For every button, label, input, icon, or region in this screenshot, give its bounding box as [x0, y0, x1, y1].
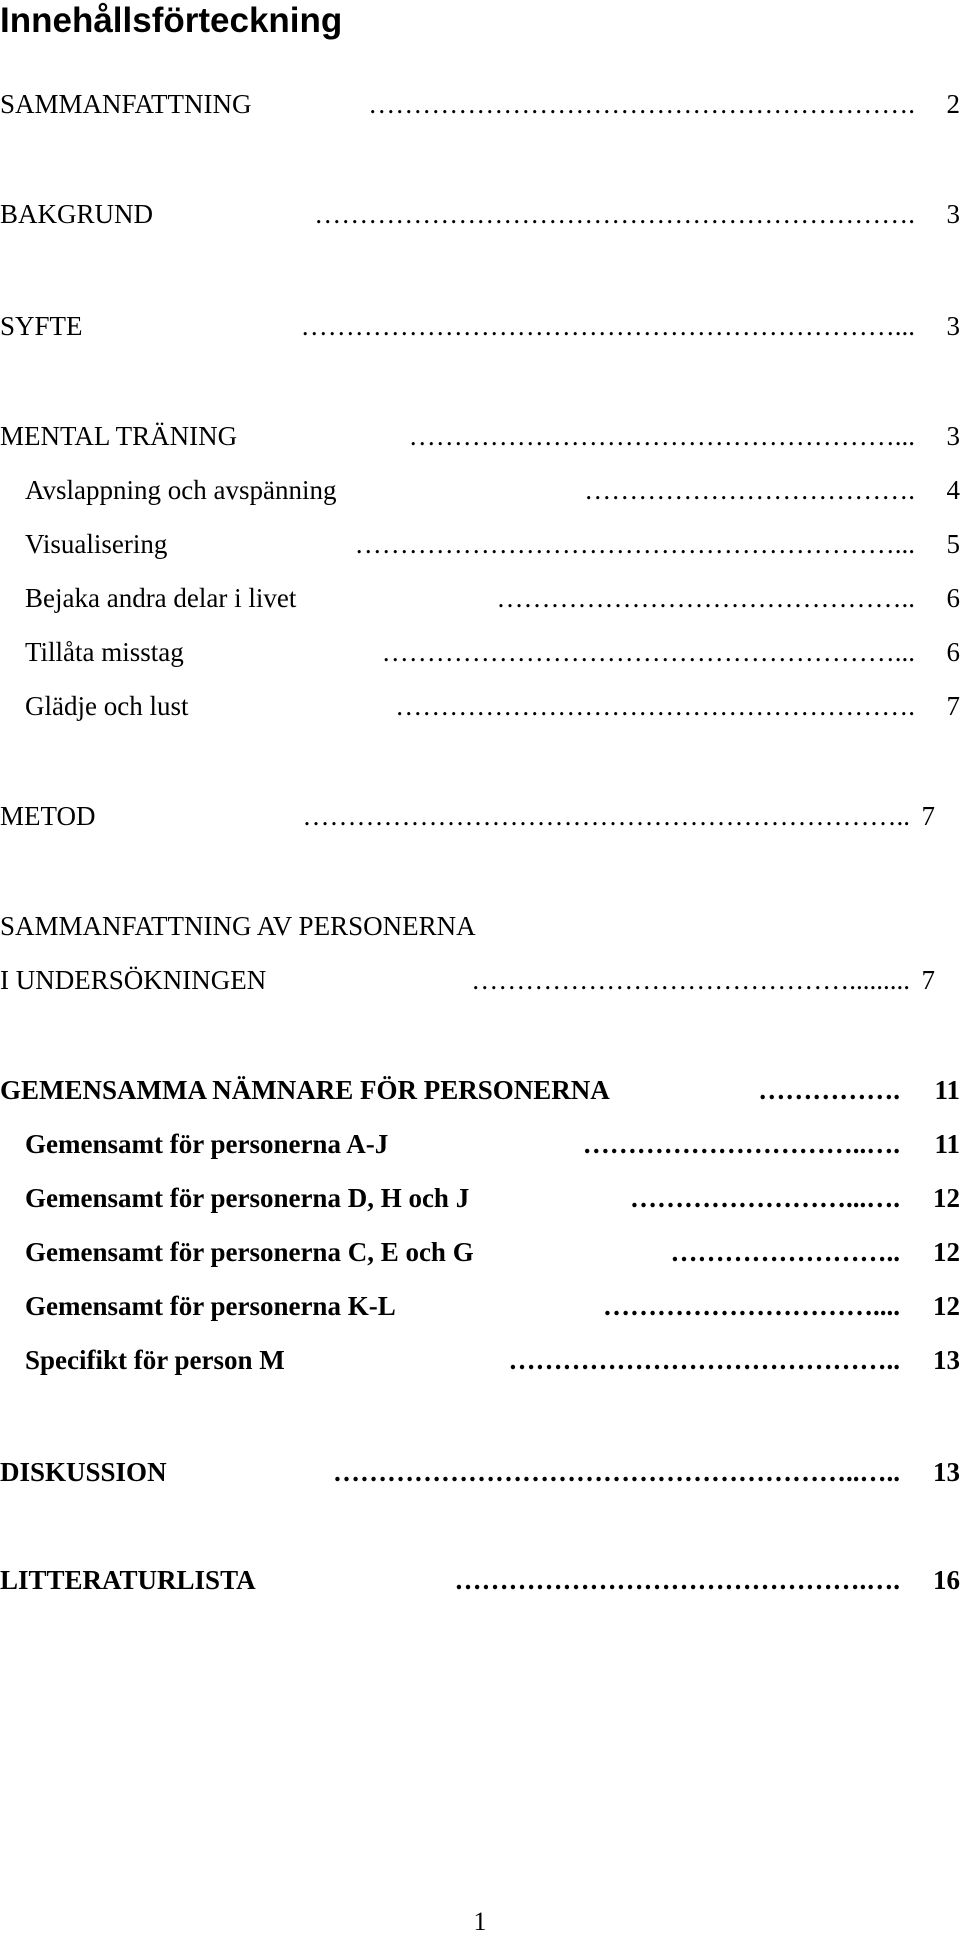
toc-entry-leader: …………………………………….........	[471, 965, 910, 995]
toc-entry-label: SAMMANFATTNING	[0, 89, 252, 119]
toc-entry-label: Gemensamt för personerna C, E och G	[25, 1237, 474, 1267]
toc-entry-leader: ……………………………………….….	[454, 1565, 900, 1595]
toc-entry-page: 13	[933, 1457, 960, 1487]
toc-entry-label: Gemensamt för personerna K-L	[25, 1291, 396, 1321]
toc-entry-label: GEMENSAMMA NÄMNARE FÖR PERSONERNA	[0, 1075, 610, 1105]
toc-entry-label: I UNDERSÖKNINGEN	[0, 965, 267, 995]
toc-entry-leader: ………………………………………………….	[395, 691, 915, 721]
toc-entry-label: Tillåta misstag	[25, 637, 184, 667]
toc-entry-page: 7	[921, 965, 935, 995]
toc-entry-leader: …………….	[758, 1075, 900, 1105]
toc-entry-page: 16	[933, 1565, 960, 1595]
toc-entry-leader: ……………………………………………………...	[354, 529, 915, 559]
toc-entry-label: Avslappning och avspänning	[25, 475, 337, 505]
toc-entry-page: 3	[946, 421, 960, 451]
toc-entry-label: BAKGRUND	[0, 199, 154, 229]
toc-entry-page: 7	[946, 691, 960, 721]
toc-entry-label: Gemensamt för personerna D, H och J	[25, 1183, 470, 1213]
toc-entry-leader: …………………………………………………………...	[300, 311, 915, 341]
toc-entry-page: 3	[946, 311, 960, 341]
toc-entry-leader: ……………………………………..	[508, 1345, 900, 1375]
toc-entry-leader: ……………………………….	[584, 475, 915, 505]
toc-entry-page: 5	[946, 529, 960, 559]
toc-entry-page: 6	[946, 637, 960, 667]
toc-entry-page: 13	[933, 1345, 960, 1375]
toc-entry-label: METOD	[0, 801, 96, 831]
toc-entry-label: Visualisering	[25, 529, 168, 559]
toc-entry-label: Gemensamt för personerna A-J	[25, 1129, 389, 1159]
toc-entry-label: MENTAL TRÄNING	[0, 421, 238, 451]
toc-entry-page: 4	[946, 475, 960, 505]
toc-entry-leader: ……………………..	[670, 1237, 900, 1267]
toc-entry-page: 12	[933, 1291, 960, 1321]
toc-entry-leader: ………………………………………………...	[408, 421, 915, 451]
toc-entry-page: 7	[921, 801, 935, 831]
toc-entry-leader: …………………………………………………...	[381, 637, 915, 667]
page-number: 1	[473, 1907, 487, 1936]
toc-entry-label: Bejaka andra delar i livet	[25, 583, 297, 613]
toc-entry-label: Specifikt för person M	[25, 1345, 285, 1375]
toc-entry-page: 3	[946, 199, 960, 229]
toc-entry-leader: …………………………..….	[582, 1129, 900, 1159]
toc-entry-leader: ………………………………………..	[496, 583, 915, 613]
toc-entry-leader: …………………………………………………….	[368, 89, 915, 119]
toc-entry-leader: …………………………………………………………..	[302, 801, 910, 831]
toc-entry-label: SAMMANFATTNING AV PERSONERNA	[0, 911, 476, 941]
toc-entry-page: 6	[946, 583, 960, 613]
toc-entry-page: 12	[933, 1237, 960, 1267]
toc-entry-label: LITTERATURLISTA	[0, 1565, 256, 1595]
toc-entry-label: SYFTE	[0, 311, 83, 341]
toc-entry-page: 11	[934, 1075, 960, 1105]
toc-entry-leader: ………………………………………………………….	[314, 199, 915, 229]
toc-entry-page: 2	[946, 89, 960, 119]
toc-entry-leader: …………………………....	[603, 1291, 900, 1321]
toc-entry-label: Glädje och lust	[25, 691, 189, 721]
toc-entry-label: DISKUSSION	[0, 1457, 167, 1487]
page-title: Innehållsförteckning	[0, 1, 343, 40]
toc-entry-page: 11	[934, 1129, 960, 1159]
toc-entry-page: 12	[933, 1183, 960, 1213]
toc-entry-leader: ……………………...….	[630, 1183, 900, 1213]
toc-entry-leader: …………………………………………………..…..	[333, 1457, 900, 1487]
